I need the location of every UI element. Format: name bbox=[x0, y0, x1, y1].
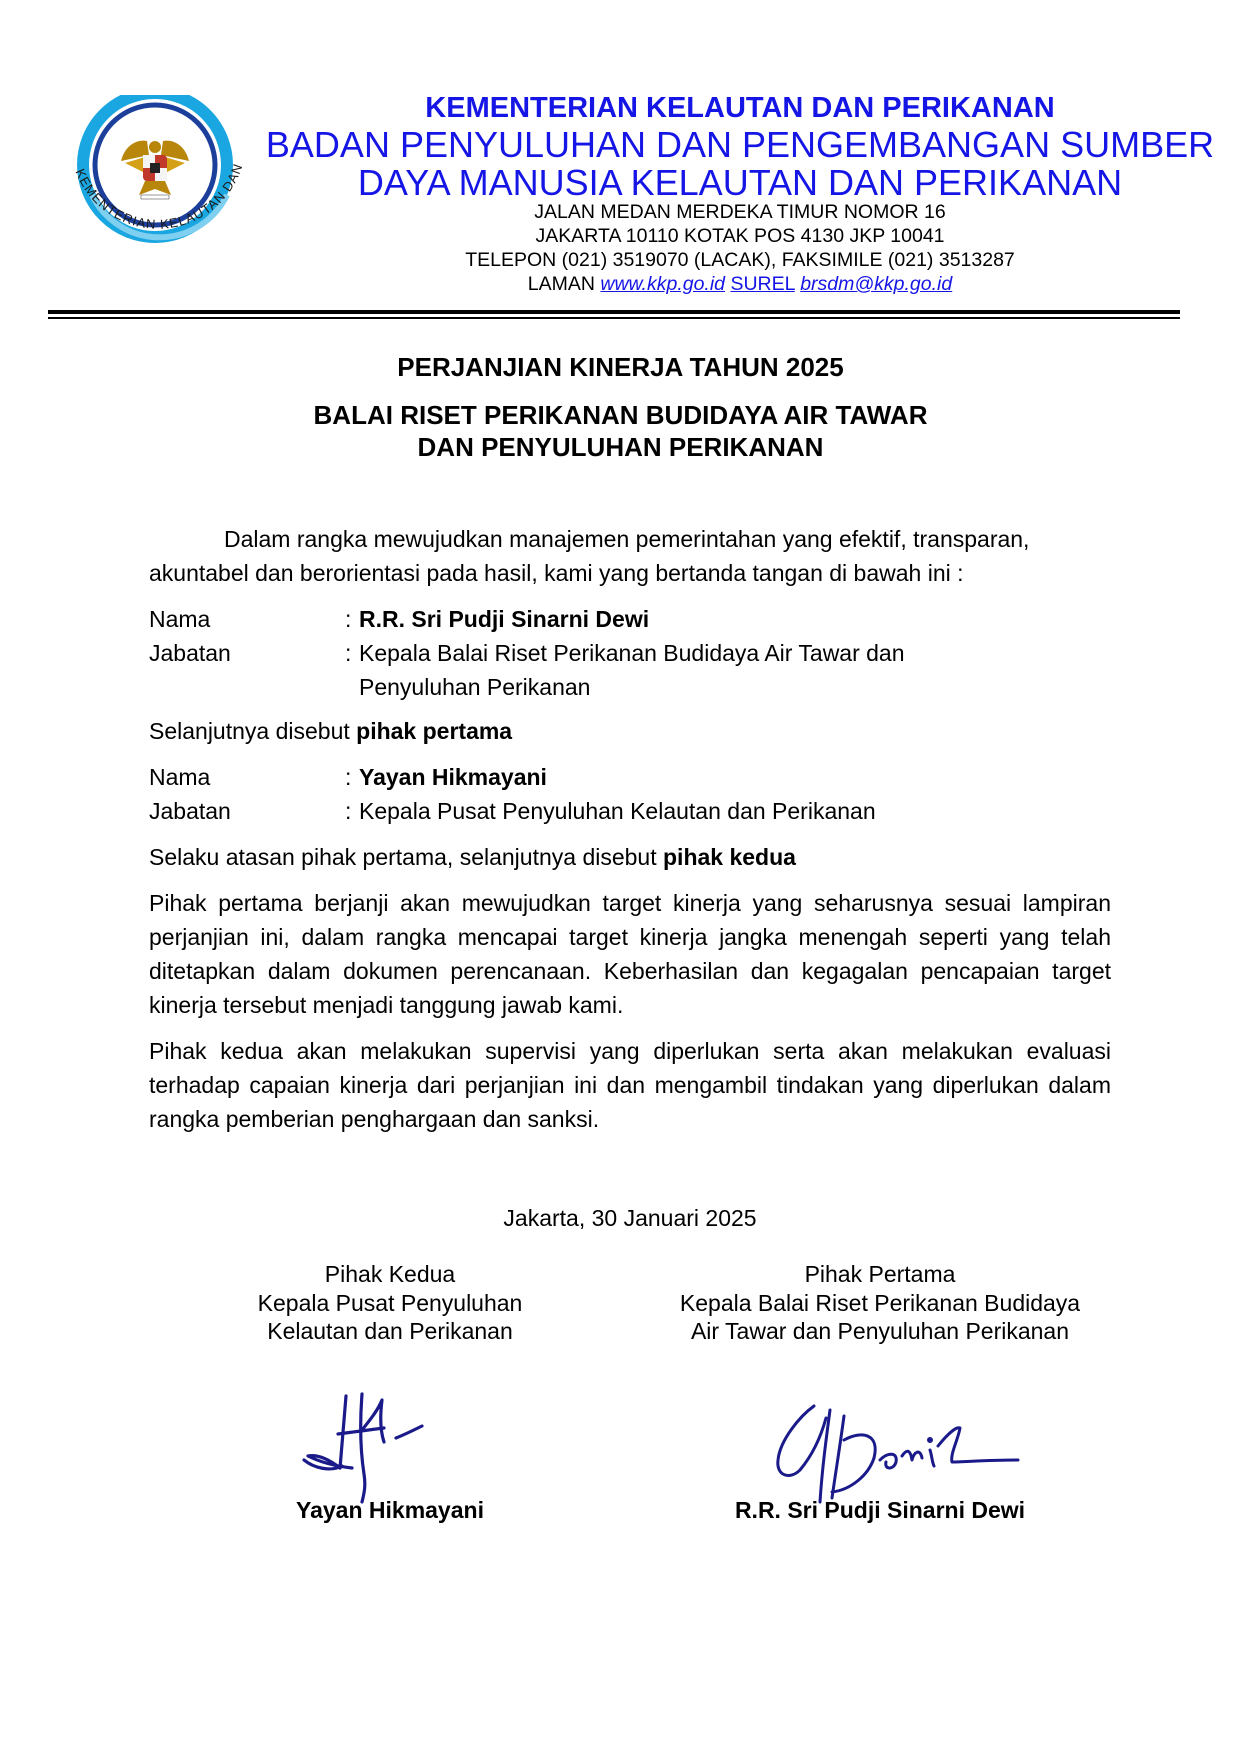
party1-name-label: Nama bbox=[149, 606, 211, 632]
left-signatory-block bbox=[190, 1260, 590, 1346]
party2-designation-prefix: Selaku atasan pihak pertama, selanjutnya disebut bbox=[149, 844, 657, 870]
party1-designation bbox=[149, 714, 512, 748]
email-link[interactable]: brsdm@kkp.go.id bbox=[800, 273, 953, 295]
left-title-line1: Kepala Pusat Penyuluhan bbox=[257, 1289, 523, 1316]
document-title: PERJANJIAN KINERJA TAHUN 2025 bbox=[397, 352, 844, 382]
right-signatory-name: R.R. Sri Pudji Sinarni Dewi bbox=[734, 1497, 1026, 1523]
address-line2: JAKARTA 10110 KOTAK POS 4130 JKP 10041 bbox=[535, 225, 945, 247]
party2-position-label: Jabatan bbox=[149, 798, 231, 824]
contact-line bbox=[260, 272, 1220, 296]
agency-name bbox=[260, 126, 1220, 202]
commitment-paragraph: Pihak pertama berjanji akan mewujudkan target kinerja yang seharusnya sesuai lampiran perjanjian ini, dalam rangka mencapai target kinerja jangka menengah seperti yang telah ditetapkan dalam dokumen perencanaan. Keberhasilan dan kegagalan pencapaian target kinerja tersebut menjadi tanggung jawab kami. bbox=[149, 890, 1111, 1018]
email-label: SUREL bbox=[730, 273, 795, 295]
intro-line1: Dalam rangka mewujudkan manajemen pemerintahan yang efektif, transparan, bbox=[224, 526, 1030, 552]
party1-position-line1: Kepala Balai Riset Perikanan Budidaya Air Tawar dan bbox=[359, 640, 905, 666]
right-title-line1: Kepala Balai Riset Perikanan Budidaya bbox=[679, 1289, 1081, 1316]
letterhead-divider-thin bbox=[48, 317, 1180, 319]
intro-line2: akuntabel dan berorientasi pada hasil, kami yang bertanda tangan di bawah ini : bbox=[149, 560, 964, 586]
right-title-line2: Air Tawar dan Penyuluhan Perikanan bbox=[690, 1318, 1070, 1344]
party1-position-line2: Penyuluhan Perikanan bbox=[359, 674, 591, 700]
intro-paragraph bbox=[149, 522, 1111, 590]
left-title-line2: Kelautan dan Perikanan bbox=[267, 1318, 513, 1344]
party2-position: Kepala Pusat Penyuluhan Kelautan dan Perikanan bbox=[359, 798, 876, 824]
party1-designation-term: pihak pertama bbox=[356, 718, 513, 744]
left-signature bbox=[300, 1390, 440, 1510]
party2-name: Yayan Hikmayani bbox=[359, 764, 547, 790]
party2-designation-term: pihak kedua bbox=[663, 844, 796, 870]
party2-name-label: Nama bbox=[149, 764, 211, 790]
ministry-name: KEMENTERIAN KELAUTAN DAN PERIKANAN bbox=[425, 92, 1055, 124]
party2-designation bbox=[149, 840, 796, 874]
right-signatory-block bbox=[630, 1260, 1130, 1346]
right-role: Pihak Pertama bbox=[804, 1261, 956, 1287]
ministry-logo bbox=[52, 95, 262, 285]
svg-text:KEMENTERIAN KELAUTAN DAN PERIK: KEMENTERIAN KELAUTAN DAN bbox=[72, 161, 246, 232]
letterhead-divider-thick bbox=[48, 310, 1180, 314]
supervision-paragraph: Pihak kedua akan melakukan supervisi yang diperlukan serta akan melakukan evaluasi terhadap capaian kinerja dari perjanjian ini dan mengambil tindakan yang diperlukan dalam rangka pemberian penghargaan dan sanksi. bbox=[149, 1038, 1111, 1132]
agency-name-line1: BADAN PENYULUHAN DAN PENGEMBANGAN SUMBER bbox=[265, 124, 1215, 165]
party1-designation-prefix: Selanjutnya disebut bbox=[149, 718, 350, 744]
website-link[interactable]: www.kkp.go.id bbox=[600, 273, 726, 295]
agency-name-line2: DAYA MANUSIA KELAUTAN DAN PERIKANAN bbox=[357, 162, 1123, 203]
document-subtitle-line1: BALAI RISET PERIKANAN BUDIDAYA AIR TAWAR bbox=[313, 400, 928, 430]
left-signatory-name: Yayan Hikmayani bbox=[296, 1497, 484, 1523]
left-role: Pihak Kedua bbox=[324, 1261, 456, 1287]
right-signature bbox=[770, 1400, 1030, 1510]
phone-line: TELEPON (021) 3519070 (LACAK), FAKSIMILE (021) 3513287 bbox=[465, 249, 1015, 271]
party1-position-label: Jabatan bbox=[149, 640, 231, 666]
web-label: LAMAN bbox=[527, 273, 595, 295]
document-subtitle-line2: DAN PENYULUHAN PERIKANAN bbox=[417, 432, 824, 462]
party1-name: R.R. Sri Pudji Sinarni Dewi bbox=[359, 606, 650, 632]
address-line1: JALAN MEDAN MERDEKA TIMUR NOMOR 16 bbox=[534, 201, 946, 223]
place-date: Jakarta, 30 Januari 2025 bbox=[503, 1205, 757, 1231]
